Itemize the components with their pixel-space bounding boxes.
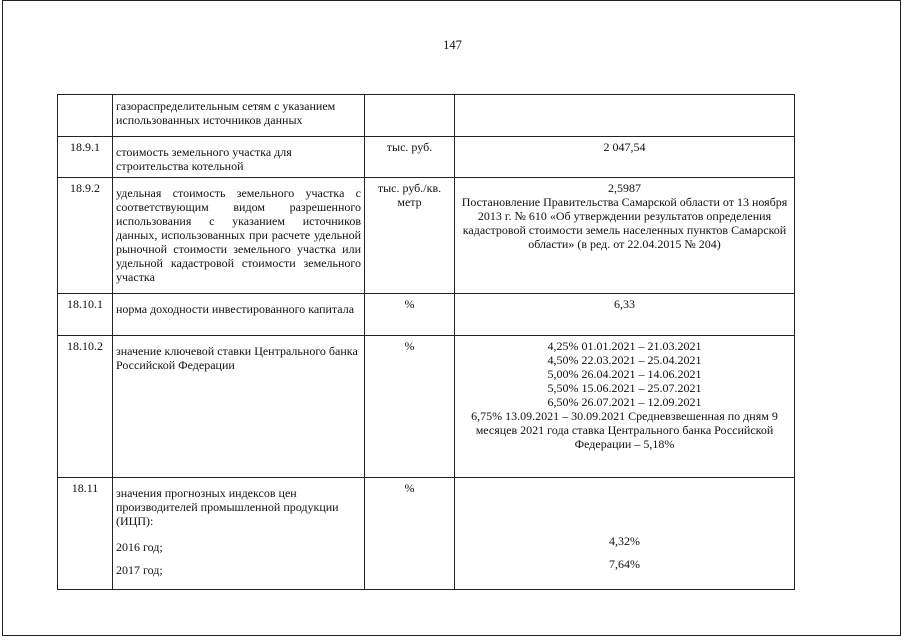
- row-name: удельная стоимость земельного участка с соответствующим видом разрешенного использования с указанием источников данных, использованных при расчете удельной рыночной стоимости земельного участка или удельной кадастровой стоимости земельного участка: [113, 178, 365, 294]
- row-name: значения прогнозных индексов цен производителей промышленной продукции (ИЦП):: [116, 486, 339, 528]
- row-unit: тыс. руб./кв. метр: [365, 178, 455, 294]
- row-number: 18.9.1: [58, 137, 113, 178]
- row-number: 18.10.2: [58, 336, 113, 478]
- row-name: норма доходности инвестированного капитала: [113, 294, 365, 336]
- row-value: [455, 95, 795, 137]
- table-row: [58, 336, 795, 478]
- index-year-value: 4,32%: [609, 534, 640, 548]
- data-table: [57, 94, 795, 590]
- row-value-cell: [455, 178, 795, 294]
- row-unit: %: [365, 336, 455, 478]
- row-name-cell: [113, 478, 365, 590]
- row-unit: [365, 95, 455, 137]
- table-row: [58, 478, 795, 590]
- row-number: 18.9.2: [58, 178, 113, 294]
- row-number: 18.11: [58, 478, 113, 590]
- row-number: 18.10.1: [58, 294, 113, 336]
- row-number: [58, 95, 113, 137]
- row-value-note: Постановление Правительства Самарской области от 13 ноября 2013 г. № 610 «Об утверждении результатов определения кадастровой стоимости земель населенных пунктов Самарской области» (в ред. от 22.04.2015 № 204): [461, 195, 788, 251]
- row-name: стоимость земельного участка для строительства котельной: [113, 137, 365, 178]
- row-value-cell: [455, 478, 795, 590]
- row-value: 6,33: [455, 294, 795, 336]
- index-year-label: 2016 год;: [116, 540, 163, 554]
- table-row: [58, 294, 795, 336]
- row-name: газораспределительным сетям с указанием использованных источников данных: [113, 95, 365, 137]
- rate-period: 6,50% 26.07.2021 – 12.09.2021: [547, 395, 702, 409]
- page-number: 147: [443, 38, 462, 52]
- row-value: 2 047,54: [455, 137, 795, 178]
- table-row: [58, 137, 795, 178]
- rate-period: 5,50% 15.06.2021 – 25.07.2021: [547, 381, 702, 395]
- rate-period-weighted: 6,75% 13.09.2021 – 30.09.2021 Средневзвешенная по дням 9 месяцев 2021 года ставка Центрального банка Российской Федерации – 5,18%: [471, 409, 778, 451]
- rate-period: 5,00% 26.04.2021 – 14.06.2021: [547, 367, 702, 381]
- row-value: 2,5987: [608, 181, 641, 195]
- index-year-value: 7,64%: [609, 557, 640, 571]
- row-unit: %: [365, 478, 455, 590]
- rate-period: 4,25% 01.01.2021 – 21.03.2021: [547, 339, 702, 353]
- row-unit: тыс. руб.: [365, 137, 455, 178]
- row-name: значение ключевой ставки Центрального банка Российской Федерации: [113, 336, 365, 478]
- rate-period: 4,50% 22.03.2021 – 25.04.2021: [547, 353, 702, 367]
- row-value-cell: [455, 336, 795, 478]
- index-year-label: 2017 год;: [116, 563, 163, 577]
- row-unit: %: [365, 294, 455, 336]
- table-row: [58, 178, 795, 294]
- table-row: [58, 95, 795, 137]
